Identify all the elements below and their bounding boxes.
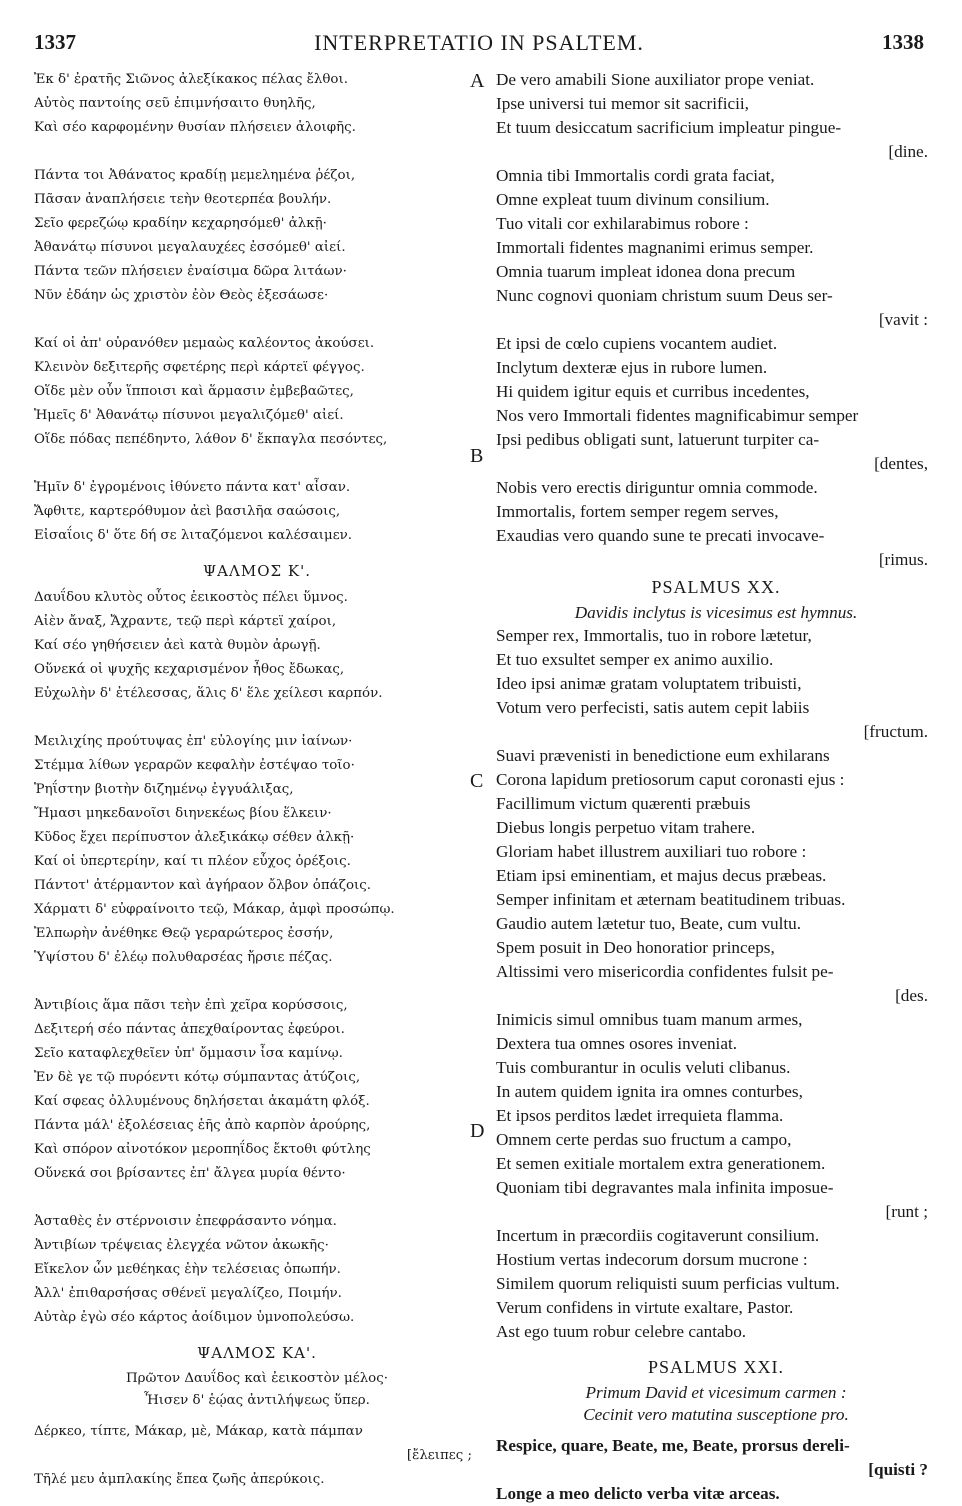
greek-line: Αὐτὸς παντοίης σεῦ ἐπιμνήσαιτο θυηλῆς,: [34, 96, 316, 111]
greek-line: Ὑψίστου δ' ἐλέῳ πολυθαρσέας ἤρσιε πέζας.: [34, 950, 333, 965]
greek-line: Αὐτὰρ ἐγὼ σέο κάρτος ἀοίδιμον ὑμνοπολεύσω.: [34, 1310, 355, 1325]
latin-stanza: [496, 68, 936, 164]
greek-stanza: [34, 994, 480, 1186]
latin-line: Quoniam tibi degravantes mala infinita imposue-: [496, 1178, 834, 1197]
greek-stanza: [34, 476, 480, 548]
latin-line: Corona lapidum pretiosorum caput coronasti ejus :: [496, 770, 845, 789]
greek-line: Πάντα μάλ' ἐξολέσειας ἑῆς ἀπὸ καρπὸν ἀρούρης,: [34, 1118, 371, 1133]
latin-line: Votum vero perfecisti, satis autem cepit labiis: [496, 698, 810, 717]
latin-line: Similem quorum reliquisti suum perficias vultum.: [496, 1274, 840, 1293]
latin-stanza: [496, 332, 936, 476]
latin-line: Incertum in præcordiis cogitaverunt consilium.: [496, 1226, 820, 1245]
greek-line: Ἐκ δ' ἐρατῆς Σιῶνος ἀλεξίκακος πέλας ἔλθοι.: [34, 72, 348, 87]
greek-line: Κῦδος ἔχει περίπυστον ἀλεξικάκῳ σέθεν ἀλκῇ·: [34, 830, 355, 845]
latin-line: Gaudio autem lætetur tuo, Beate, cum vultu.: [496, 914, 802, 933]
greek-psalm-21-subtitle: Πρῶτον Δαυΐδος καὶ ἐεικοστὸν μέλος·: [126, 1371, 388, 1386]
greek-line: Δέρκεο, τίπτε, Μάκαρ, μὲ, Μάκαρ, κατὰ πάμπαν: [34, 1424, 363, 1439]
greek-line: Ἡμεῖς δ' Ἀθανάτῳ πίσυνοι μεγαλιζόμεθ' αἰεί.: [34, 408, 344, 423]
greek-line: Μειλιχίης προύτυψας ἐπ' εὐλογίης μιν ἰαίνων·: [34, 734, 353, 749]
latin-line: Verum confidens in virtute exaltare, Pastor.: [496, 1298, 794, 1317]
greek-line: Κλεινὸν δεξιτερῆς σφετέρης περὶ κάρτεϊ φέγγος.: [34, 360, 365, 375]
greek-line: Πάντοτ' ἀτέρμαντον καὶ ἀγήραον ὄλβον ὀπάζοις.: [34, 878, 372, 893]
latin-line-continuation: [des.: [895, 986, 928, 1005]
latin-line: Semper rex, Immortalis, tuo in robore lætetur,: [496, 626, 812, 645]
greek-line: Ἀλλ' ἐπιθαρσήσας σθένεϊ μεγαλίζεο, Ποιμήν.: [34, 1286, 342, 1301]
greek-stanza: [34, 1210, 480, 1330]
greek-stanza: [34, 586, 480, 706]
greek-psalm-20-title: ΨΑΛΜΟΣ Κ'.: [203, 562, 311, 580]
greek-line: Ἀσταθὲς ἐν στέρνοισιν ἐπεφράσαντο νόημα.: [34, 1214, 337, 1229]
latin-line: Altissimi vero misericordia confidentes fulsit pe-: [496, 962, 834, 981]
greek-line: Αἰὲν ἄναξ, Ἄχραντε, τεῷ περὶ κάρτεϊ χαίροι,: [34, 614, 337, 629]
greek-line: Ἐλπωρὴν ἀνέθηκε Θεῷ γεραρώτερος ἐσσήν,: [34, 926, 334, 941]
greek-line: Πάντα τοι Ἀθάνατος κραδίῃ μεμελημένα ῥέζοι,: [34, 168, 356, 183]
greek-column: [34, 68, 480, 1492]
greek-line: Οἵδε μὲν οὖν ἵπποισι καὶ ἅρμασιν ἐμβεβαῶτες,: [34, 384, 354, 399]
greek-line: Ἡμῖν δ' ἐγρομένοις ἰθύνετο πάντα κατ' αἶσαν.: [34, 480, 351, 495]
greek-line: Εὐχωλὴν δ' ἐτέλεσσας, ἅλις δ' ἕλε χείλεσι καρπόν.: [34, 686, 383, 701]
greek-line: Ἀντιβίοις ἅμα πᾶσι τεὴν ἐπὶ χεῖρα κορύσσοις,: [34, 998, 348, 1013]
latin-line-continuation: [dine.: [888, 142, 928, 161]
page-number-right: 1338: [882, 30, 924, 54]
greek-line: Καί οἱ ἀπ' οὐρανόθεν μεμαὼς καλέοντος ἀκούσει.: [34, 336, 375, 351]
latin-stanza: [496, 164, 936, 332]
section-marker-d: D: [470, 1120, 485, 1142]
greek-line: Ἀθανάτῳ πίσυνοι μεγαλαυχέες ἐσσόμεθ' αἰεί.: [34, 240, 346, 255]
greek-line-continuation: [ἔλειπες ;: [406, 1448, 472, 1463]
greek-line: Οὕνεκά οἱ ψυχῆς κεχαρισμένον ἦθος ἔδωκας,: [34, 662, 345, 677]
section-marker-c: C: [470, 770, 484, 792]
latin-line-continuation: [vavit :: [878, 310, 928, 329]
greek-line: Καὶ σέο καρφομένην θυσίαν πλήσειεν ἀλοιφῆς.: [34, 120, 356, 135]
latin-line-continuation: [dentes,: [874, 454, 928, 473]
latin-line: Gloriam habet illustrem auxiliari tuo robore :: [496, 842, 807, 861]
greek-line: Ἀντιβίων τρέψειας ἐλεγχέα νῶτον ἀκωκῆς·: [34, 1238, 329, 1253]
latin-line: Suavi prævenisti in benedictione eum exhilarans: [496, 746, 830, 765]
latin-line: Et semen exitiale mortalem extra generationem.: [496, 1154, 826, 1173]
latin-stanza: [496, 624, 936, 744]
latin-line: Omnia tibi Immortalis cordi grata faciat,: [496, 166, 775, 185]
greek-line: Εἰσαΐοις δ' ὅτε δή σε λιταζόμενοι καλέσαιμεν.: [34, 528, 353, 543]
latin-line: Exaudias vero quando sune te precati invocave-: [496, 526, 825, 545]
latin-line-continuation: [fructum.: [863, 722, 928, 741]
latin-stanza: [496, 476, 936, 572]
greek-line: Καί σέο γηθήσειεν ἀεὶ κατὰ θυμὸν ἀρωγῇ.: [34, 638, 321, 653]
latin-psalm-21-subtitle: Primum David et vicesimum carmen :: [585, 1383, 847, 1402]
latin-line: Hi quidem igitur equis et curribus incedentes,: [496, 382, 810, 401]
latin-line: Et tuum desiccatum sacrificium impleatur pingue-: [496, 118, 842, 137]
greek-line: Σεῖο καταφλεχθεῖεν ὑπ' ὄμμασιν ἶσα καμίνῳ.: [34, 1046, 343, 1061]
latin-line: Immortalis, fortem semper regem serves,: [496, 502, 779, 521]
latin-line-continuation: [rimus.: [878, 550, 928, 569]
latin-stanza: [496, 1008, 936, 1224]
latin-line: Omne expleat tuum divinum consilium.: [496, 190, 770, 209]
latin-line: Tuis comburantur in oculis veluti clibanus.: [496, 1058, 791, 1077]
latin-line: Et ipsi de cœlo cupiens vocantem audiet.: [496, 334, 778, 353]
latin-line: Semper infinitam et æternam beatitudinem tribuas.: [496, 890, 846, 909]
latin-line: Inimicis simul omnibus tuam manum armes,: [496, 1010, 803, 1029]
latin-line-continuation: [quisti ?: [868, 1460, 928, 1479]
latin-line: Omnem certe perdas suo fructum a campo,: [496, 1130, 792, 1149]
latin-line: De vero amabili Sione auxiliator prope veniat.: [496, 70, 815, 89]
latin-line: Tuo vitali cor exhilarabimus robore :: [496, 214, 749, 233]
greek-line: Ῥηΐστην βιοτὴν διζημένῳ ἐγγυάλιξας,: [34, 782, 294, 797]
greek-line: Καί οἱ ὑπερτερίην, καί τι πλέον εὖχος ὀρέξοις.: [34, 854, 351, 869]
greek-line: Καί σφεας ὀλλυμένους δηλήσεται ἀκαμάτη φλόξ.: [34, 1094, 370, 1109]
latin-line: Immortali fidentes magnanimi erimus semper.: [496, 238, 814, 257]
latin-line: Inclytum dexteræ ejus in rubore lumen.: [496, 358, 768, 377]
latin-line: Spem posuit in Deo honoratior princeps,: [496, 938, 775, 957]
greek-line: Τῆλέ μευ ἀμπλακίης ἔπεα ζωῆς ἀπερύκοις.: [34, 1472, 325, 1487]
greek-line: Ἄφθιτε, καρτερόθυμον ἀεὶ βασιλῆα σαώσοις,: [34, 504, 341, 519]
greek-psalm-21-title: ΨΑΛΜΟΣ ΚΑ'.: [197, 1344, 317, 1362]
latin-stanza: [496, 1224, 936, 1344]
latin-line: Ast ego tuum robur celebre cantabo.: [496, 1322, 747, 1341]
section-marker-a: A: [470, 70, 485, 92]
greek-stanza: [34, 164, 480, 308]
greek-line: Καὶ σπόρον αἰνοτόκον μεροπηΐδος ἔκτοθι φύτλης: [34, 1142, 371, 1157]
greek-line: Δαυΐδου κλυτὸς οὗτος ἐεικοστὸς πέλει ὕμνος.: [34, 590, 348, 605]
page-header: [34, 30, 924, 60]
greek-line: Εἴκελον ὧν μεθέηκας ἑὴν τελέσειας ὀπωπήν.: [34, 1262, 341, 1277]
latin-line: Ipse universi tui memor sit sacrificii,: [496, 94, 749, 113]
latin-line: Nos vero Immortali fidentes magnificabimur semper: [496, 406, 859, 425]
greek-psalm-21-subtitle: Ἦισεν δ' ἑῴας ἀντιλήψεως ὕπερ.: [144, 1393, 370, 1408]
page-number-left: 1337: [34, 30, 76, 54]
latin-line: Dextera tua omnes osores inveniat.: [496, 1034, 738, 1053]
latin-column: [496, 68, 936, 1506]
latin-line: Hostium vertas indecorum dorsum mucrone :: [496, 1250, 808, 1269]
latin-line: Facillimum victum quærenti præbuis: [496, 794, 751, 813]
latin-line: Nobis vero erectis diriguntur omnia commode.: [496, 478, 818, 497]
greek-stanza: [34, 332, 480, 452]
greek-line: Οὕνεκά σοι βρίσαντες ἐπ' ἄλγεα μυρία θέντο·: [34, 1166, 346, 1181]
greek-line: Οἵδε πόδας πεπέδηντο, λάθον δ' ἔκπαγλα πεσόντες,: [34, 432, 388, 447]
greek-stanza: [34, 730, 480, 970]
latin-line: Diebus longis perpetuo vitam trahere.: [496, 818, 756, 837]
latin-line: Et ipsos perditos lædet irrequieta flamma.: [496, 1106, 784, 1125]
greek-line: Σεῖο φερεζώῳ κραδίην κεχαρησόμεθ' ἀλκῇ·: [34, 216, 327, 231]
greek-line: Νῦν ἐδάην ὡς χριστὸν ἐὸν Θεὸς ἐξεσάωσε·: [34, 288, 329, 303]
latin-line: Ideo ipsi animæ gratam voluptatem tribuisti,: [496, 674, 802, 693]
greek-line: Ἐν δὲ γε τῷ πυρόεντι κότῳ σύμπαντας ἀτύζοις,: [34, 1070, 361, 1085]
latin-line: Respice, quare, Beate, me, Beate, prorsus dereli-: [496, 1436, 850, 1455]
latin-stanza: [496, 744, 936, 1008]
running-title: INTERPRETATIO IN PSALTEM.: [314, 30, 644, 55]
latin-line: Nunc cognovi quoniam christum suum Deus ser-: [496, 286, 833, 305]
greek-line: Ἤμασι μηκεδανοῖσι διηνεκέως βίου ἕλκειν·: [34, 806, 332, 821]
latin-line: Omnia tuarum impleat idonea dona precum: [496, 262, 796, 281]
latin-psalm-21-subtitle: Cecinit vero matutina susceptione pro.: [583, 1405, 849, 1424]
section-marker-b: B: [470, 445, 484, 467]
latin-line: Ipsi pedibus obligati sunt, latuerunt turpiter ca-: [496, 430, 820, 449]
latin-psalm-20-title: PSALMUS XX.: [651, 577, 781, 597]
latin-psalm-21-title: PSALMUS XXI.: [647, 1357, 785, 1377]
latin-line: Etiam ipsi eminentiam, et majus decus præbeas.: [496, 866, 827, 885]
greek-line: Πᾶσαν ἀναπλήσειε τεὴν θεοτερπέα βουλήν.: [34, 192, 332, 207]
greek-line: Στέμμα λίθων γεραρῶν κεφαλὴν ἐστέψαο τοῖο·: [34, 758, 355, 773]
greek-line: Πάντα τεῶν πλήσειεν ἐναίσιμα δῶρα λιτάων·: [34, 264, 347, 279]
latin-psalm-20-subtitle: Davidis inclytus is vicesimus est hymnus.: [574, 603, 858, 622]
latin-line-continuation: [runt ;: [885, 1202, 928, 1221]
latin-line: In autem quidem ignita ira omnes conturbes,: [496, 1082, 803, 1101]
greek-line: Δεξιτερή σέο πάντας ἀπεχθαίροντας ἐφεύροι.: [34, 1022, 345, 1037]
greek-line: Χάρματι δ' εὐφραίνοιτο τεῷ, Μάκαρ, ἀμφὶ προσώπῳ.: [34, 902, 395, 917]
greek-stanza: [34, 68, 480, 140]
latin-line: Et tuo exsultet semper ex animo auxilio.: [496, 650, 774, 669]
latin-line: Longe a meo delicto verba vitæ arceas.: [496, 1484, 780, 1503]
